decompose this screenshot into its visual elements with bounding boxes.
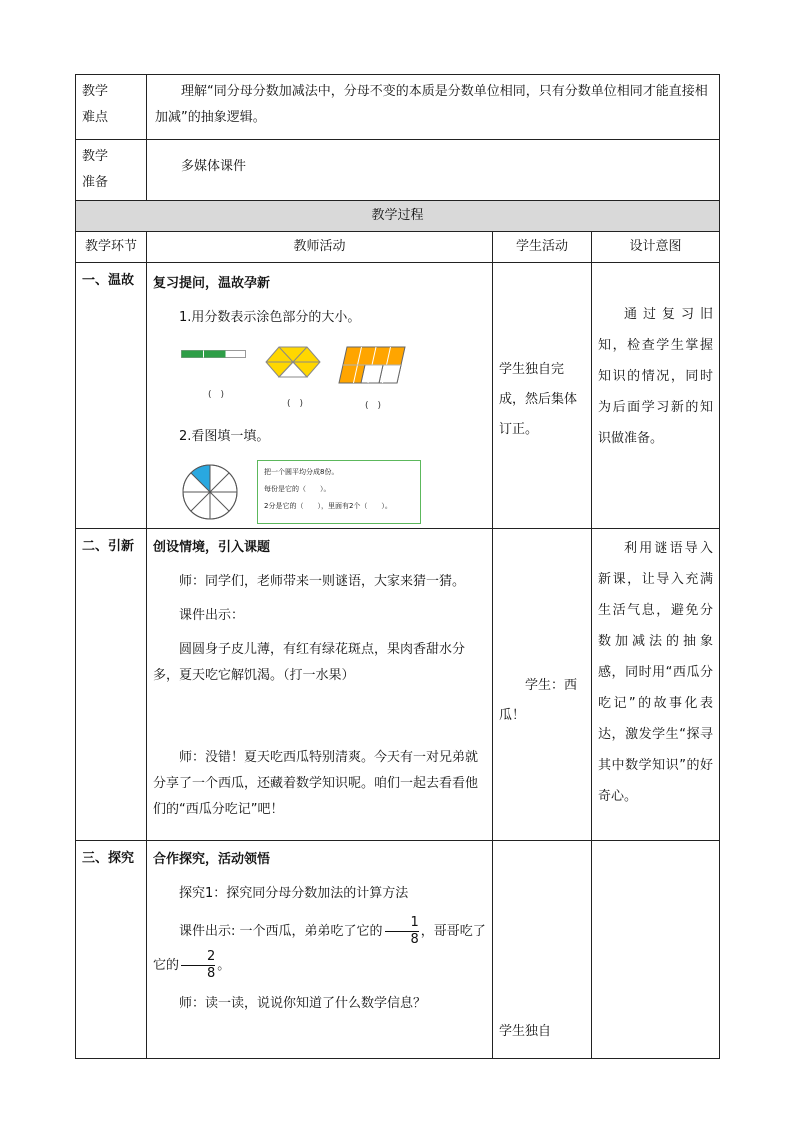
design-intent — [592, 841, 720, 1059]
problem-text-a: 课件出示: 一个西瓜，弟弟吃了它的 — [179, 924, 383, 939]
stage-label: 二、引新 — [76, 529, 147, 841]
riddle-text: 圆圆身子皮儿薄，有红有绿花斑点，果肉香甜水分多，夏天吃它解饥渴。（打一水果） — [153, 642, 466, 683]
blank-3: ( ) — [364, 401, 382, 411]
col-intent: 设计意图 — [592, 232, 720, 263]
info-line-3: 2分是它的（ ），里面有2个（ ）。 — [264, 502, 392, 510]
difficulty-row — [76, 75, 720, 140]
student-activity: 学生独自完成，然后集体订正。 — [493, 263, 592, 529]
difficulty-label: 教学 难点 — [76, 75, 147, 140]
hexagon-shape-icon — [265, 345, 321, 379]
blank-2: ( ) — [286, 399, 304, 409]
circle-eighths-icon — [181, 463, 239, 521]
hexagon-figure — [265, 345, 325, 416]
paragraph-4: 师：没错！夏天吃西瓜特别清爽。今天有一对兄弟就分享了一个西瓜，还藏着数学知识呢。咱们一起去看看他们的“西瓜分吃记”吧！ — [153, 750, 479, 817]
stage-label: 一、温故 — [76, 263, 147, 529]
student-activity: 学生独自 — [493, 841, 592, 1059]
process-title: 教学过程 — [76, 201, 720, 232]
col-teacher: 教师活动 — [147, 232, 493, 263]
section-explore-row — [76, 841, 720, 1059]
circle-info-box — [257, 460, 421, 524]
process-title-row — [76, 201, 720, 232]
parallelogram-shape-icon — [337, 345, 407, 385]
info-line-1: 把一个圆平均分成8份。 — [264, 468, 339, 476]
bar-shape-icon — [181, 348, 247, 360]
paragraph-2: 课件出示： — [179, 608, 245, 623]
prep-content: 多媒体课件 — [147, 140, 720, 201]
fraction-two-eighths: $\frac{2}{8}$ — [181, 950, 215, 981]
design-intent: 利用谜语导入新课，让导入充满生活气息，避免分数加减法的抽象感，同时用“西瓜分吃记”的故事化表达，激发学生“探寻其中数学知识”的好奇心。 — [592, 529, 720, 841]
difficulty-content: 理解“同分母分数加减法中，分母不变的本质是分数单位相同，只有分数单位相同才能直接相加减”的抽象逻辑。 — [147, 75, 720, 140]
teacher-activity — [147, 841, 493, 1059]
design-intent: 通过复习旧知，检查学生掌握知识的情况，同时为后面学习新的知识做准备。 — [592, 263, 720, 529]
explore-title: 探究1：探究同分母分数加法的计算方法 — [179, 886, 409, 901]
stage-label: 三、探究 — [76, 841, 147, 1059]
bar-figure — [181, 345, 251, 407]
question-1: 1.用分数表示涂色部分的大小。 — [179, 310, 361, 325]
section-heading: 合作探究，活动领悟 — [153, 852, 271, 867]
prep-row — [76, 140, 720, 201]
fraction-one-eighth: $\frac{1}{8}$ — [385, 916, 419, 947]
circle-figure-group — [181, 460, 486, 524]
section-intro-row — [76, 529, 720, 841]
paragraph-1: 师：同学们，老师带来一则谜语，大家来猜一猜。 — [179, 574, 466, 589]
prep-label: 教学 准备 — [76, 140, 147, 201]
lesson-plan-table — [75, 74, 720, 1059]
problem-text-c: 。 — [217, 958, 231, 973]
student-activity: 学生：西瓜！ — [493, 529, 592, 841]
question-2: 2.看图填一填。 — [179, 429, 270, 444]
column-header-row — [76, 232, 720, 263]
explore-problem — [153, 911, 486, 987]
parallelogram-figure — [337, 345, 409, 418]
info-line-2: 每份是它的（ ）。 — [264, 485, 331, 493]
problem-text-b: ，哥哥吃了它的 — [153, 924, 486, 973]
teacher-activity — [147, 529, 493, 841]
fraction-figures — [181, 345, 486, 418]
col-student: 学生活动 — [493, 232, 592, 263]
teacher-activity — [147, 263, 493, 529]
col-stage: 教学环节 — [76, 232, 147, 263]
section-heading: 创设情境，引入课题 — [153, 540, 271, 555]
blank-1: ( ) — [207, 390, 225, 400]
section-heading: 复习提问，温故孕新 — [153, 276, 271, 291]
explore-question: 师：读一读，说说你知道了什么数学信息？ — [179, 996, 427, 1011]
lesson-plan-page — [75, 74, 719, 1059]
section-review-row — [76, 263, 720, 529]
